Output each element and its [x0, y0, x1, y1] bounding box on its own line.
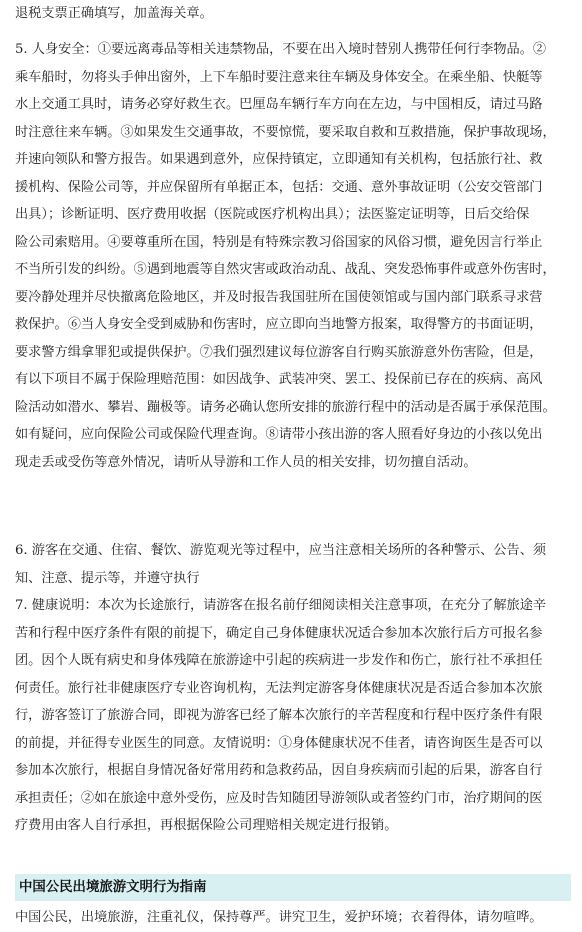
- text-line: 的前提，并征得专业医生的同意。友情说明：①身体健康状况不佳者，请咨询医生是否可以: [15, 735, 543, 751]
- text-line: 水上交通工具时，请务必穿好救生衣。巴厘岛车辆行车方向在左边，与中国相反，请过马路: [15, 97, 543, 112]
- text-line: 有以下项目不属于保险理赔范围：如因战争、武装冲突、罢工、投保前已存在的疾病、高风: [15, 372, 543, 387]
- text-line: 承担责任；②如在旅途中意外受伤，应及时告知随团导游领队或者签约门市，治疗期间的医: [15, 790, 543, 806]
- section-heading: 中国公民出境旅游文明行为指南: [19, 880, 207, 895]
- text-line: 险公司索赔用。④要尊重所在国，特别是有特殊宗教习俗国家的风俗习惯，避免因言行举止: [15, 234, 543, 250]
- text-line: 要冷静处理并尽快撤离危险地区，并及时报告我国驻所在国使领馆或与国内部门联系寻求营: [15, 289, 543, 305]
- text-line: 出具）；诊断证明、医疗费用收据（医院或医疗机构出具）；法医鉴定证明等，日后交给保: [15, 207, 530, 222]
- text-line: 险活动如潜水、攀岩、蹦极等。请务必确认您所安排的旅游行程中的活动是否属于承保范围。: [15, 399, 556, 415]
- text-line: 6. 游客在交通、住宿、餐饮、游览观光等过程中，应当注意相关场所的各种警示、公告、须: [15, 543, 547, 558]
- section-5-personal-safety: [15, 36, 571, 476]
- text-line: 团。因个人既有病史和身体残障在旅游途中引起的疾病进一步发作和伤亡，旅行社不承担任: [15, 653, 543, 668]
- text-line: 中国公民，出境旅游，注重礼仪，保持尊严。讲究卫生，爱护环境；衣着得体，请勿喧哗。: [15, 910, 543, 925]
- section-heading-bar: [15, 874, 571, 901]
- intro-paragraph: [15, 0, 571, 28]
- text-line: 何责任。旅行社非健康医疗专业咨询机构，无法判定游客身体健康状况是否适合参加本次旅: [15, 680, 543, 696]
- text-line: 时注意往来车辆。③如果发生交通事故，不要惊慌，要采取自救和互救措施，保护事故现场，: [15, 124, 556, 140]
- text-line: 知、注意、提示等，并遵守执行: [15, 570, 200, 586]
- text-line: 援机构、保险公司等，并应保留所有单据正本，包括：交通、意外事故证明（公安交管部门: [15, 179, 543, 195]
- text-line: 如有疑问，应向保险公司或保险代理查询。⑧请带小孩出游的客人照看好身边的小孩以免出: [15, 427, 543, 442]
- text-line: 不当所引发的纠纷。⑤遇到地震等自然灾害或政治动乱、战乱、突发恐怖事件或意外伤害时，: [15, 262, 556, 277]
- section-6-warnings: [15, 537, 571, 592]
- section-7-health-notice: [15, 592, 571, 840]
- text-line: 救保护。⑥当人身安全受到威胁和伤害时，应立即向当地警方报案，取得警方的书面证明，: [15, 317, 543, 332]
- text-line: 苦和行程中医疗条件有限的前提下，确定自己身体健康状况适合参加本次旅行后方可报名参: [15, 625, 543, 641]
- text-line: 现走丢或受伤等意外情况，请听从导游和工作人员的相关安排，切勿擅自活动。: [15, 454, 477, 470]
- text-line: 7. 健康说明：本次为长途旅行，请游客在报名前仔细阅读相关注意事项，在充分了解旅途辛: [15, 598, 547, 613]
- text-line: 乘车船时，勿将头手伸出窗外，上下车船时要注意来往车辆及身体安全。在乘坐船、快艇等: [15, 69, 543, 85]
- text-line: 要求警方缉拿罪犯或提供保护。⑦我们强烈建议每位游客自行购买旅游意外伤害险，但是，: [15, 344, 543, 360]
- text-line: 疗费用由客人自行承担，再根据保险公司理赔相关规定进行报销。: [15, 818, 398, 833]
- text-line: 并速向领队和警方报告。如果遇到意外，应保持镇定，立即通知有关机构，包括旅行社、救: [15, 152, 543, 167]
- civility-guide-paragraph: [15, 904, 571, 932]
- text-line: 退税支票正确填写，加盖海关章。: [15, 6, 213, 21]
- text-line: 行，游客签订了旅游合同，即视为游客已经了解本次旅行的辛苦程度和行程中医疗条件有限: [15, 708, 543, 723]
- text-line: 5. 人身安全：①要远离毒品等相关违禁物品，不要在出入境时替别人携带任何行李物品。②: [15, 42, 547, 57]
- text-line: 参加本次旅行，根据自身情况备好常用药和急救药品，因自身疾病而引起的后果，游客自行: [15, 763, 543, 778]
